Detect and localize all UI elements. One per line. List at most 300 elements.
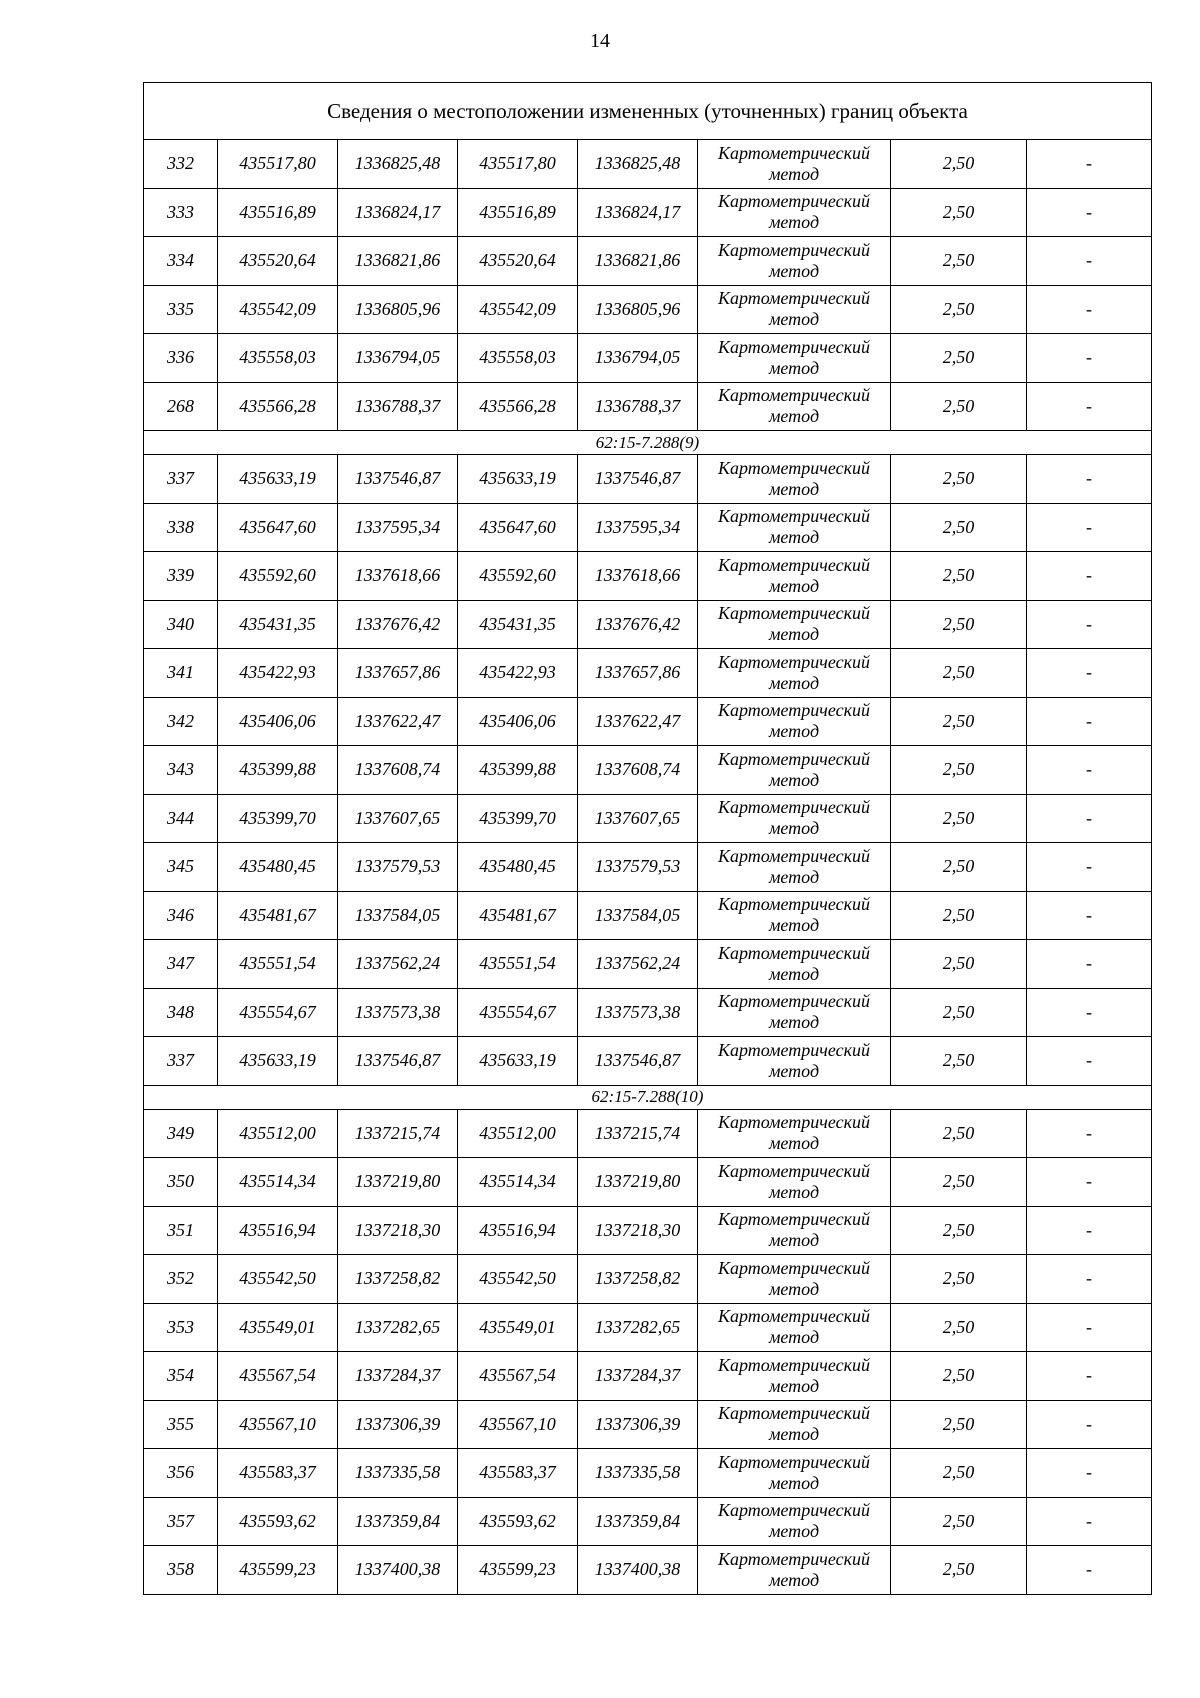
updated-x-cell: 435481,67 (458, 891, 578, 940)
updated-x-cell: 435633,19 (458, 455, 578, 504)
existing-x-cell: 435516,89 (218, 188, 338, 237)
table-row (144, 552, 1152, 601)
method-line-1: Картометрический (717, 142, 870, 163)
updated-y-cell: 1337595,34 (578, 503, 698, 552)
page-number: 14 (590, 30, 610, 52)
table-row (144, 503, 1152, 552)
description-cell: - (1027, 1546, 1152, 1595)
section-label: 62:15-7.288(9) (144, 431, 1152, 455)
updated-y-cell: 1337215,74 (578, 1109, 698, 1158)
method-cell (698, 1546, 891, 1595)
description-cell: - (1027, 1303, 1152, 1352)
precision-cell: 2,50 (891, 382, 1027, 431)
description-cell: - (1027, 1400, 1152, 1449)
updated-y-cell: 1337335,58 (578, 1449, 698, 1498)
point-number-cell: 354 (144, 1352, 218, 1401)
existing-x-cell: 435406,06 (218, 697, 338, 746)
existing-y-cell: 1337306,39 (338, 1400, 458, 1449)
updated-y-cell: 1337618,66 (578, 552, 698, 601)
existing-x-cell: 435647,60 (218, 503, 338, 552)
method-line-2: метод (768, 1181, 820, 1202)
method-line-2: метод (768, 1230, 820, 1251)
updated-y-cell: 1337579,53 (578, 843, 698, 892)
method-line-2: метод (768, 915, 820, 936)
method-line-1: Картометрический (717, 700, 870, 721)
precision-cell: 2,50 (891, 1158, 1027, 1207)
updated-y-cell: 1337607,65 (578, 794, 698, 843)
table-row (144, 1400, 1152, 1449)
updated-y-cell: 1337622,47 (578, 697, 698, 746)
method-line-2: метод (768, 575, 820, 596)
point-number-cell: 345 (144, 843, 218, 892)
table-row (144, 1546, 1152, 1595)
method-line-1: Картометрический (717, 1500, 870, 1521)
point-number-cell: 335 (144, 285, 218, 334)
precision-cell: 2,50 (891, 1037, 1027, 1086)
method-cell (698, 552, 891, 601)
updated-x-cell: 435516,94 (458, 1206, 578, 1255)
updated-x-cell: 435558,03 (458, 334, 578, 383)
precision-cell: 2,50 (891, 237, 1027, 286)
method-line-1: Картометрический (717, 1257, 870, 1278)
existing-x-cell: 435549,01 (218, 1303, 338, 1352)
existing-y-cell: 1337546,87 (338, 455, 458, 504)
table-row (144, 794, 1152, 843)
method-line-1: Картометрический (717, 797, 870, 818)
method-line-2: метод (768, 1327, 820, 1348)
method-line-2: метод (768, 1424, 820, 1445)
method-line-2: метод (768, 1012, 820, 1033)
existing-y-cell: 1337258,82 (338, 1255, 458, 1304)
updated-x-cell: 435599,23 (458, 1546, 578, 1595)
method-cell (698, 503, 891, 552)
section-header-row (144, 1085, 1152, 1109)
updated-y-cell: 1337400,38 (578, 1546, 698, 1595)
section-label: 62:15-7.288(10) (144, 1085, 1152, 1109)
updated-x-cell: 435422,93 (458, 649, 578, 698)
boundary-coordinates-table (143, 82, 1152, 1595)
updated-x-cell: 435583,37 (458, 1449, 578, 1498)
updated-x-cell: 435512,00 (458, 1109, 578, 1158)
method-line-1: Картометрический (717, 603, 870, 624)
description-cell: - (1027, 140, 1152, 189)
existing-y-cell: 1337400,38 (338, 1546, 458, 1595)
method-line-1: Картометрический (717, 845, 870, 866)
method-cell (698, 940, 891, 989)
method-line-2: метод (768, 624, 820, 645)
method-line-1: Картометрический (717, 1451, 870, 1472)
method-line-1: Картометрический (717, 894, 870, 915)
updated-y-cell: 1337573,38 (578, 988, 698, 1037)
section-header-row (144, 431, 1152, 455)
method-cell (698, 140, 891, 189)
updated-y-cell: 1337282,65 (578, 1303, 698, 1352)
precision-cell: 2,50 (891, 1352, 1027, 1401)
method-cell (698, 1400, 891, 1449)
precision-cell: 2,50 (891, 188, 1027, 237)
updated-x-cell: 435567,10 (458, 1400, 578, 1449)
description-cell: - (1027, 1109, 1152, 1158)
point-number-cell: 340 (144, 600, 218, 649)
method-cell (698, 794, 891, 843)
description-cell: - (1027, 237, 1152, 286)
existing-y-cell: 1337219,80 (338, 1158, 458, 1207)
updated-y-cell: 1337219,80 (578, 1158, 698, 1207)
point-number-cell: 358 (144, 1546, 218, 1595)
method-cell (698, 843, 891, 892)
description-cell: - (1027, 455, 1152, 504)
description-cell: - (1027, 503, 1152, 552)
precision-cell: 2,50 (891, 1546, 1027, 1595)
updated-y-cell: 1336824,17 (578, 188, 698, 237)
updated-x-cell: 435399,70 (458, 794, 578, 843)
existing-y-cell: 1336805,96 (338, 285, 458, 334)
method-line-2: метод (768, 1133, 820, 1154)
method-line-2: метод (768, 478, 820, 499)
method-cell (698, 1449, 891, 1498)
description-cell: - (1027, 940, 1152, 989)
existing-x-cell: 435633,19 (218, 455, 338, 504)
existing-y-cell: 1337359,84 (338, 1497, 458, 1546)
existing-x-cell: 435542,09 (218, 285, 338, 334)
existing-y-cell: 1337595,34 (338, 503, 458, 552)
table-row (144, 600, 1152, 649)
existing-x-cell: 435554,67 (218, 988, 338, 1037)
method-line-1: Картометрический (717, 506, 870, 527)
point-number-cell: 353 (144, 1303, 218, 1352)
method-line-2: метод (768, 721, 820, 742)
method-line-2: метод (768, 406, 820, 427)
method-line-2: метод (768, 963, 820, 984)
precision-cell: 2,50 (891, 988, 1027, 1037)
precision-cell: 2,50 (891, 140, 1027, 189)
point-number-cell: 336 (144, 334, 218, 383)
point-number-cell: 346 (144, 891, 218, 940)
existing-y-cell: 1337573,38 (338, 988, 458, 1037)
description-cell: - (1027, 188, 1152, 237)
updated-y-cell: 1336794,05 (578, 334, 698, 383)
existing-x-cell: 435633,19 (218, 1037, 338, 1086)
updated-y-cell: 1337218,30 (578, 1206, 698, 1255)
table-row (144, 940, 1152, 989)
method-line-1: Картометрический (717, 1112, 870, 1133)
description-cell: - (1027, 649, 1152, 698)
method-line-2: метод (768, 212, 820, 233)
description-cell: - (1027, 891, 1152, 940)
existing-x-cell: 435512,00 (218, 1109, 338, 1158)
updated-x-cell: 435554,67 (458, 988, 578, 1037)
description-cell: - (1027, 843, 1152, 892)
method-cell (698, 649, 891, 698)
table-row (144, 334, 1152, 383)
precision-cell: 2,50 (891, 1206, 1027, 1255)
precision-cell: 2,50 (891, 746, 1027, 795)
method-cell (698, 1109, 891, 1158)
method-line-2: метод (768, 527, 820, 548)
method-cell (698, 697, 891, 746)
description-cell: - (1027, 285, 1152, 334)
existing-y-cell: 1337584,05 (338, 891, 458, 940)
updated-x-cell: 435480,45 (458, 843, 578, 892)
table-title-row (144, 83, 1152, 140)
updated-x-cell: 435516,89 (458, 188, 578, 237)
existing-y-cell: 1336794,05 (338, 334, 458, 383)
existing-y-cell: 1336825,48 (338, 140, 458, 189)
existing-y-cell: 1337215,74 (338, 1109, 458, 1158)
precision-cell: 2,50 (891, 1449, 1027, 1498)
precision-cell: 2,50 (891, 697, 1027, 746)
table-row (144, 1206, 1152, 1255)
existing-x-cell: 435567,10 (218, 1400, 338, 1449)
updated-x-cell: 435633,19 (458, 1037, 578, 1086)
updated-y-cell: 1337306,39 (578, 1400, 698, 1449)
method-line-1: Картометрический (717, 1354, 870, 1375)
precision-cell: 2,50 (891, 649, 1027, 698)
description-cell: - (1027, 794, 1152, 843)
updated-x-cell: 435520,64 (458, 237, 578, 286)
point-number-cell: 338 (144, 503, 218, 552)
precision-cell: 2,50 (891, 1303, 1027, 1352)
point-number-cell: 349 (144, 1109, 218, 1158)
precision-cell: 2,50 (891, 334, 1027, 383)
existing-y-cell: 1337676,42 (338, 600, 458, 649)
updated-y-cell: 1336821,86 (578, 237, 698, 286)
precision-cell: 2,50 (891, 1400, 1027, 1449)
method-line-2: метод (768, 1375, 820, 1396)
description-cell: - (1027, 382, 1152, 431)
description-cell: - (1027, 1206, 1152, 1255)
existing-x-cell: 435399,70 (218, 794, 338, 843)
updated-y-cell: 1337258,82 (578, 1255, 698, 1304)
method-line-1: Картометрический (717, 191, 870, 212)
existing-x-cell: 435558,03 (218, 334, 338, 383)
precision-cell: 2,50 (891, 940, 1027, 989)
table-row (144, 746, 1152, 795)
updated-y-cell: 1337546,87 (578, 455, 698, 504)
existing-y-cell: 1337607,65 (338, 794, 458, 843)
existing-x-cell: 435566,28 (218, 382, 338, 431)
existing-y-cell: 1336821,86 (338, 237, 458, 286)
method-cell (698, 891, 891, 940)
table-row (144, 1037, 1152, 1086)
existing-y-cell: 1337608,74 (338, 746, 458, 795)
table-row (144, 455, 1152, 504)
existing-x-cell: 435431,35 (218, 600, 338, 649)
existing-y-cell: 1337218,30 (338, 1206, 458, 1255)
method-line-2: метод (768, 1472, 820, 1493)
precision-cell: 2,50 (891, 455, 1027, 504)
point-number-cell: 356 (144, 1449, 218, 1498)
point-number-cell: 334 (144, 237, 218, 286)
method-cell (698, 188, 891, 237)
method-line-1: Картометрический (717, 1039, 870, 1060)
point-number-cell: 337 (144, 1037, 218, 1086)
precision-cell: 2,50 (891, 1497, 1027, 1546)
description-cell: - (1027, 334, 1152, 383)
method-line-2: метод (768, 1060, 820, 1081)
method-cell (698, 382, 891, 431)
method-line-1: Картометрический (717, 336, 870, 357)
point-number-cell: 348 (144, 988, 218, 1037)
method-line-2: метод (768, 866, 820, 887)
method-line-2: метод (768, 260, 820, 281)
updated-x-cell: 435549,01 (458, 1303, 578, 1352)
existing-y-cell: 1337335,58 (338, 1449, 458, 1498)
existing-x-cell: 435567,54 (218, 1352, 338, 1401)
method-cell (698, 334, 891, 383)
existing-x-cell: 435514,34 (218, 1158, 338, 1207)
description-cell: - (1027, 1037, 1152, 1086)
table-row (144, 140, 1152, 189)
description-cell: - (1027, 1352, 1152, 1401)
updated-y-cell: 1337562,24 (578, 940, 698, 989)
method-line-1: Картометрический (717, 554, 870, 575)
method-cell (698, 285, 891, 334)
existing-x-cell: 435593,62 (218, 1497, 338, 1546)
updated-x-cell: 435542,50 (458, 1255, 578, 1304)
precision-cell: 2,50 (891, 1255, 1027, 1304)
table-row (144, 1497, 1152, 1546)
point-number-cell: 347 (144, 940, 218, 989)
updated-x-cell: 435517,80 (458, 140, 578, 189)
method-line-1: Картометрический (717, 239, 870, 260)
point-number-cell: 355 (144, 1400, 218, 1449)
method-cell (698, 746, 891, 795)
existing-x-cell: 435422,93 (218, 649, 338, 698)
existing-x-cell: 435592,60 (218, 552, 338, 601)
method-cell (698, 1206, 891, 1255)
point-number-cell: 333 (144, 188, 218, 237)
method-cell (698, 1037, 891, 1086)
table-row (144, 237, 1152, 286)
table-row (144, 1449, 1152, 1498)
method-line-1: Картометрический (717, 991, 870, 1012)
description-cell: - (1027, 1497, 1152, 1546)
updated-y-cell: 1337546,87 (578, 1037, 698, 1086)
table-row (144, 382, 1152, 431)
table-row (144, 988, 1152, 1037)
point-number-cell: 332 (144, 140, 218, 189)
method-line-1: Картометрический (717, 651, 870, 672)
description-cell: - (1027, 746, 1152, 795)
point-number-cell: 352 (144, 1255, 218, 1304)
method-line-1: Картометрический (717, 385, 870, 406)
updated-x-cell: 435593,62 (458, 1497, 578, 1546)
updated-x-cell: 435399,88 (458, 746, 578, 795)
existing-x-cell: 435551,54 (218, 940, 338, 989)
existing-y-cell: 1337622,47 (338, 697, 458, 746)
point-number-cell: 337 (144, 455, 218, 504)
method-cell (698, 1255, 891, 1304)
updated-x-cell: 435567,54 (458, 1352, 578, 1401)
description-cell: - (1027, 1449, 1152, 1498)
updated-y-cell: 1336805,96 (578, 285, 698, 334)
method-line-1: Картометрический (717, 942, 870, 963)
existing-x-cell: 435480,45 (218, 843, 338, 892)
point-number-cell: 357 (144, 1497, 218, 1546)
updated-x-cell: 435542,09 (458, 285, 578, 334)
existing-y-cell: 1337282,65 (338, 1303, 458, 1352)
precision-cell: 2,50 (891, 794, 1027, 843)
table-row (144, 649, 1152, 698)
method-line-1: Картометрический (717, 1403, 870, 1424)
precision-cell: 2,50 (891, 600, 1027, 649)
method-line-1: Картометрический (717, 1160, 870, 1181)
method-cell (698, 988, 891, 1037)
method-line-1: Картометрический (717, 1306, 870, 1327)
existing-y-cell: 1337284,37 (338, 1352, 458, 1401)
table-row (144, 697, 1152, 746)
updated-x-cell: 435551,54 (458, 940, 578, 989)
method-cell (698, 1352, 891, 1401)
point-number-cell: 343 (144, 746, 218, 795)
precision-cell: 2,50 (891, 891, 1027, 940)
existing-x-cell: 435517,80 (218, 140, 338, 189)
table-row (144, 1255, 1152, 1304)
existing-x-cell: 435583,37 (218, 1449, 338, 1498)
method-line-2: метод (768, 1569, 820, 1590)
method-cell (698, 237, 891, 286)
updated-x-cell: 435431,35 (458, 600, 578, 649)
description-cell: - (1027, 697, 1152, 746)
updated-y-cell: 1337359,84 (578, 1497, 698, 1546)
table-row (144, 188, 1152, 237)
existing-x-cell: 435399,88 (218, 746, 338, 795)
method-line-2: метод (768, 1278, 820, 1299)
updated-y-cell: 1336825,48 (578, 140, 698, 189)
method-line-2: метод (768, 357, 820, 378)
updated-y-cell: 1337657,86 (578, 649, 698, 698)
method-cell (698, 455, 891, 504)
existing-y-cell: 1337562,24 (338, 940, 458, 989)
existing-x-cell: 435599,23 (218, 1546, 338, 1595)
method-line-1: Картометрический (717, 1548, 870, 1569)
table-row (144, 1109, 1152, 1158)
precision-cell: 2,50 (891, 1109, 1027, 1158)
method-line-2: метод (768, 672, 820, 693)
updated-y-cell: 1337608,74 (578, 746, 698, 795)
updated-y-cell: 1337584,05 (578, 891, 698, 940)
table-row (144, 1352, 1152, 1401)
existing-x-cell: 435542,50 (218, 1255, 338, 1304)
existing-y-cell: 1336788,37 (338, 382, 458, 431)
table-row (144, 1303, 1152, 1352)
method-line-2: метод (768, 309, 820, 330)
precision-cell: 2,50 (891, 843, 1027, 892)
precision-cell: 2,50 (891, 285, 1027, 334)
method-line-2: метод (768, 1521, 820, 1542)
table-title: Сведения о местоположении измененных (уточненных) границ объекта (144, 83, 1152, 140)
existing-x-cell: 435520,64 (218, 237, 338, 286)
method-line-2: метод (768, 769, 820, 790)
description-cell: - (1027, 1255, 1152, 1304)
existing-y-cell: 1337579,53 (338, 843, 458, 892)
method-line-1: Картометрический (717, 748, 870, 769)
method-cell (698, 600, 891, 649)
updated-y-cell: 1336788,37 (578, 382, 698, 431)
point-number-cell: 342 (144, 697, 218, 746)
method-cell (698, 1303, 891, 1352)
table-row (144, 891, 1152, 940)
updated-x-cell: 435514,34 (458, 1158, 578, 1207)
point-number-cell: 341 (144, 649, 218, 698)
point-number-cell: 268 (144, 382, 218, 431)
description-cell: - (1027, 600, 1152, 649)
existing-y-cell: 1337546,87 (338, 1037, 458, 1086)
updated-x-cell: 435592,60 (458, 552, 578, 601)
method-line-2: метод (768, 163, 820, 184)
precision-cell: 2,50 (891, 552, 1027, 601)
